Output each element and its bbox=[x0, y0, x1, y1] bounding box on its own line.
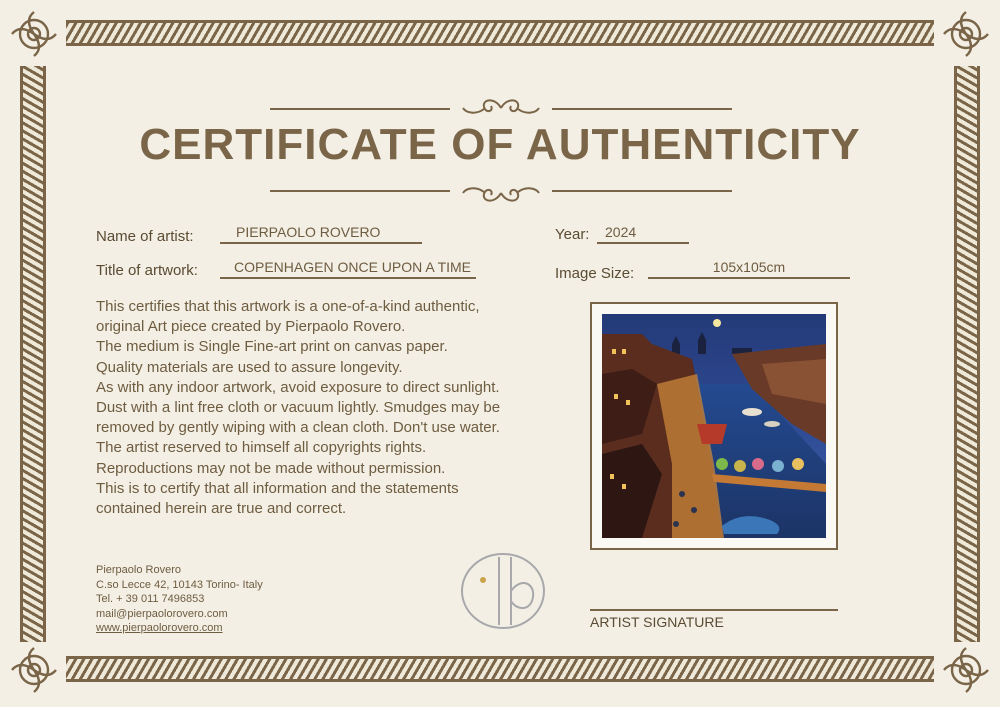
body-line: The artist reserved to himself all copyrights rights. bbox=[96, 439, 427, 457]
contact-website-link[interactable]: www.pierpaolorovero.com bbox=[96, 622, 223, 634]
title-rule-top-left bbox=[270, 108, 450, 110]
image-size-label: Image Size: bbox=[555, 265, 635, 282]
contact-address: C.so Lecce 42, 10143 Torino- Italy bbox=[96, 578, 263, 591]
body-line: This certifies that this artwork is a one-of-a-kind authentic, bbox=[96, 298, 480, 315]
signature-label: ARTIST SIGNATURE bbox=[590, 614, 724, 630]
body-line: As with any indoor artwork, avoid exposure to direct sunlight. bbox=[96, 378, 500, 396]
year-label: Year: bbox=[555, 226, 590, 243]
title-rule-bottom-left bbox=[270, 190, 450, 192]
contact-email[interactable]: mail@pierpaolorovero.com bbox=[96, 607, 228, 620]
body-line: Quality materials are used to assure longevity. bbox=[96, 358, 403, 376]
artist-value: PIERPAOLO ROVERO bbox=[220, 224, 422, 244]
body-line: original Art piece created by Pierpaolo Rovero. bbox=[96, 318, 406, 336]
corner-ornament-icon bbox=[6, 642, 62, 698]
body-line: removed by gently wiping with a clean cloth. Don't use water. bbox=[96, 419, 500, 437]
year-value: 2024 bbox=[597, 224, 689, 244]
flourish-icon bbox=[460, 95, 542, 121]
top-border bbox=[66, 20, 934, 46]
title-rule-top-right bbox=[552, 108, 732, 110]
certificate-title: CERTIFICATE OF AUTHENTICITY bbox=[139, 120, 861, 169]
contact-name: Pierpaolo Rovero bbox=[96, 564, 181, 576]
body-line: Dust with a lint free cloth or vacuum lightly. Smudges may be bbox=[96, 399, 501, 417]
artwork-value: COPENHAGEN ONCE UPON A TIME bbox=[220, 259, 476, 279]
corner-ornament-icon bbox=[938, 642, 994, 698]
flourish-icon bbox=[460, 180, 542, 206]
signature-line bbox=[590, 609, 838, 611]
body-line: The medium is Single Fine-art print on canvas paper. bbox=[96, 338, 448, 356]
image-size-value: 105x105cm bbox=[648, 259, 850, 279]
artist-label: Name of artist: bbox=[96, 228, 194, 245]
artwork-image bbox=[602, 314, 826, 538]
corner-ornament-icon bbox=[938, 6, 994, 62]
body-line: Reproductions may not be made without permission. bbox=[96, 459, 446, 477]
corner-ornament-icon bbox=[6, 6, 62, 62]
contact-info bbox=[96, 563, 263, 636]
bottom-border bbox=[66, 656, 934, 682]
body-line: contained herein are true and correct. bbox=[96, 500, 347, 518]
artwork-label: Title of artwork: bbox=[96, 262, 198, 279]
contact-phone: Tel. + 39 011 7496853 bbox=[96, 593, 205, 605]
title-rule-bottom-right bbox=[552, 190, 732, 192]
monogram-seal-icon bbox=[459, 551, 547, 631]
certificate-body bbox=[96, 297, 566, 519]
body-line: This is to certify that all information and the statements bbox=[96, 479, 459, 497]
